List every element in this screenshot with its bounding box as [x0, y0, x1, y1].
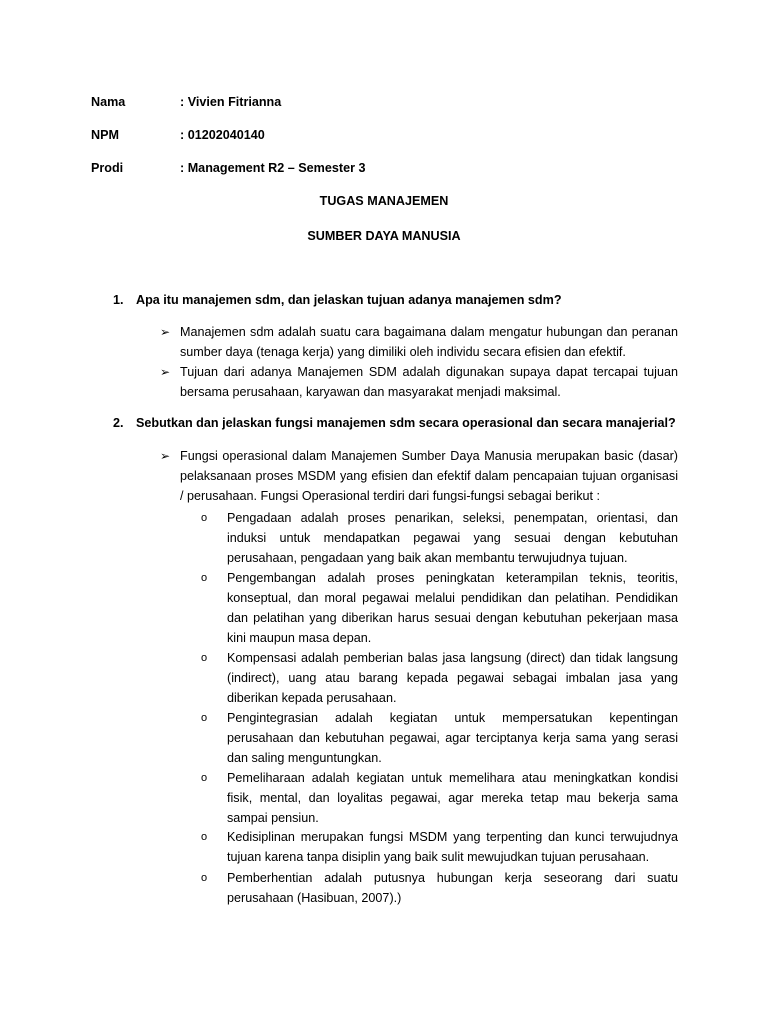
header-label: Nama	[91, 95, 126, 109]
sub-item-text: Pengintegrasian adalah kegiatan untuk mempersatukan kepentingan perusahaan dan kebutuhan pegawai, agar terciptanya kerja sama yang serasi dan saling menguntungkan.	[227, 711, 678, 765]
sub-item-text: Kedisiplinan merupakan fungsi MSDM yang terpenting dan kunci terwujudnya tujuan karena tanpa disiplin yang baik sulit mewujudkan tujuan perusahaan.	[227, 830, 678, 864]
bullet-text: Fungsi operasional dalam Manajemen Sumber Daya Manusia merupakan basic (dasar) pelaksanaan proses MSDM yang efisien dan efektif dalam pencapaian tujuan organisasi / perusahaan. Fungsi Operasional terdiri dari fungsi-fungsi sebagai berikut :	[180, 449, 678, 503]
circle-bullet-icon: o	[201, 652, 208, 664]
circle-bullet-icon: o	[201, 831, 208, 843]
sub-item	[201, 648, 678, 708]
sub-item	[201, 508, 678, 568]
question-number: 2.	[113, 416, 124, 430]
sub-item-text: Pemeliharaan adalah kegiatan untuk memelihara atau meningkatkan kondisi fisik, mental, dan loyalitas pegawai, agar mereka tetap mau bekerja sama sampai pensiun.	[227, 771, 678, 825]
answer-bullet	[160, 362, 678, 402]
header-value: : Vivien Fitrianna	[180, 95, 282, 109]
question-number: 1.	[113, 293, 124, 307]
arrow-bullet-icon: ➢	[160, 325, 171, 339]
bullet-text: Manajemen sdm adalah suatu cara bagaimana dalam mengatur hubungan dan peranan sumber daya (tenaga kerja) yang dimiliki oleh individu secara efisien dan efektif.	[180, 325, 678, 359]
sub-item-text: Pengembangan adalah proses peningkatan keterampilan teknis, teoritis, konseptual, dan moral pegawai melalui pendidikan dan pelatihan. Pendidikan dan pelatihan yang diberikan harus sesuai dengan kebutuhan pekerjaan masa kini maupun masa depan.	[227, 571, 678, 645]
arrow-bullet-icon: ➢	[160, 449, 171, 463]
sub-item	[201, 768, 678, 828]
sub-item	[201, 708, 678, 768]
header-value: : Management R2 – Semester 3	[180, 161, 366, 175]
sub-item-text: Pemberhentian adalah putusnya hubungan kerja seseorang dari suatu perusahaan (Hasibuan, 2007).)	[227, 871, 678, 905]
sub-item-text: Pengadaan adalah proses penarikan, seleksi, penempatan, orientasi, dan induksi untuk mendapatkan pegawai yang sesuai dengan kebutuhan perusahaan, pengadaan yang baik akan membantu terwujudnya tujuan.	[227, 511, 678, 565]
sub-item	[201, 827, 678, 867]
sub-item	[201, 568, 678, 648]
sub-item-text: Kompensasi adalah pemberian balas jasa langsung (direct) dan tidak langsung (indirect), uang atau barang kepada pegawai sebagai imbalan jasa yang diberikan kepada perusahaan.	[227, 651, 678, 705]
question-text: Sebutkan dan jelaskan fungsi manajemen sdm secara operasional dan secara manajerial?	[136, 416, 676, 430]
circle-bullet-icon: o	[201, 772, 208, 784]
circle-bullet-icon: o	[201, 872, 208, 884]
circle-bullet-icon: o	[201, 712, 208, 724]
circle-bullet-icon: o	[201, 572, 208, 584]
answer-bullet	[160, 446, 678, 506]
question-text: Apa itu manajemen sdm, dan jelaskan tujuan adanya manajemen sdm?	[136, 293, 562, 307]
document-title-line1: TUGAS MANAJEMEN	[319, 194, 449, 208]
arrow-bullet-icon: ➢	[160, 365, 171, 379]
answer-bullet	[160, 322, 678, 362]
bullet-text: Tujuan dari adanya Manajemen SDM adalah digunakan supaya dapat tercapai tujuan bersama perusahaan, karyawan dan masyarakat menjadi maksimal.	[180, 365, 678, 399]
circle-bullet-icon: o	[201, 512, 208, 524]
header-label: Prodi	[91, 161, 124, 175]
header-label: NPM	[91, 128, 119, 142]
document-title-line2: SUMBER DAYA MANUSIA	[307, 229, 461, 243]
header-value: : 01202040140	[180, 128, 265, 142]
sub-item	[201, 868, 678, 908]
